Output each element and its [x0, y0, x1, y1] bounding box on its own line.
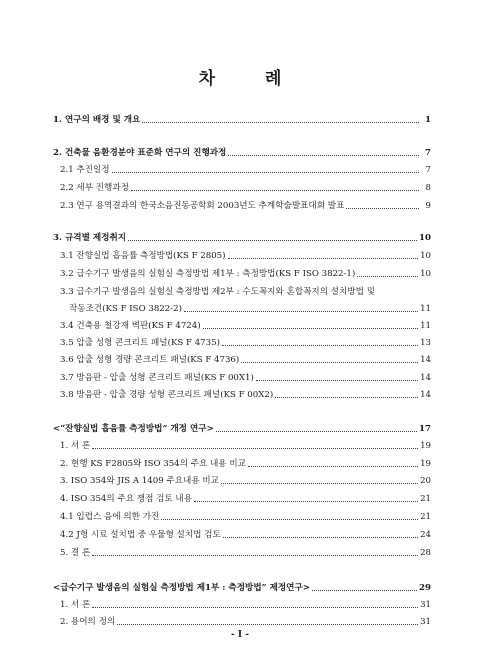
toc-entry[interactable]	[53, 597, 431, 611]
toc-entry-label: 4.2 J형 시료 설치법 중 우물형 설치법 검토	[60, 530, 221, 540]
toc-entry-page: 17	[419, 424, 431, 434]
toc-entry[interactable]	[53, 387, 431, 401]
toc-entry-label: 3.7 방음판 - 압출 성형 콘크리트 패널(KS F 00X1)	[60, 373, 254, 383]
dot-leader	[222, 344, 418, 346]
toc-entry-page: 24	[420, 530, 431, 540]
dot-leader	[184, 310, 418, 312]
dot-leader	[357, 275, 418, 277]
toc-entry[interactable]	[53, 491, 431, 505]
dot-leader	[194, 500, 418, 502]
toc-entry-page: 28	[420, 548, 431, 558]
toc-entry-label: 2. 건축물 음환경분야 표준화 연구의 진행과정	[53, 148, 227, 158]
toc-entry-page: 19	[420, 459, 431, 469]
dot-leader	[256, 379, 418, 381]
toc-entry-page: 14	[420, 390, 431, 400]
toc-entry-page: 8	[425, 183, 431, 193]
toc-entry[interactable]	[53, 318, 431, 332]
toc-entry-page: 7	[425, 148, 431, 158]
toc-entry[interactable]	[53, 180, 431, 194]
dot-leader	[92, 606, 418, 608]
toc-entry-page: 11	[420, 321, 431, 331]
toc-entry[interactable]	[53, 112, 431, 126]
toc-entry[interactable]	[53, 456, 431, 470]
toc-entry-label: 5. 결 론	[60, 548, 91, 558]
dot-leader	[248, 465, 418, 467]
toc-entry-label: 1. 연구의 배경 및 개요	[53, 115, 141, 125]
toc-entry-page: 13	[420, 338, 431, 348]
toc-entry[interactable]	[53, 580, 431, 594]
toc-entry-label: 3.6 압출 성형 경량 콘크리트 패널(KS F 4736)	[60, 355, 240, 365]
dot-leader	[223, 536, 418, 538]
toc-entry[interactable]	[53, 527, 431, 541]
dot-leader	[346, 207, 419, 209]
toc-entry[interactable]	[53, 545, 431, 559]
dot-leader	[117, 623, 418, 625]
toc-entry-label: 3.3 급수기구 발생음의 실험실 측정방법 제2부 : 수도꼭지와 혼합꼭지의 설치방법 및	[60, 287, 375, 297]
toc-entry-label: 1. 서 론	[60, 441, 91, 451]
toc-entry-page: 9	[425, 201, 431, 211]
toc-entry-page: 21	[420, 512, 431, 522]
dot-leader	[312, 589, 417, 591]
toc-entry[interactable]	[53, 421, 431, 435]
toc-entry[interactable]	[53, 248, 431, 262]
toc-entry-label: 3. 규격별 제정취지	[53, 233, 127, 243]
toc-entry-label: 3.8 방음판 - 압출 경량 성형 콘크리트 패널(KS F 00X2)	[60, 390, 274, 400]
toc-entry[interactable]	[53, 438, 431, 452]
toc-entry[interactable]	[53, 509, 431, 523]
toc-entry-page: 10	[420, 251, 431, 261]
toc-entry[interactable]	[53, 335, 431, 349]
toc-entry-label: 1. 서 론	[60, 600, 91, 610]
toc-entry[interactable]	[53, 162, 431, 176]
toc-entry-page: 31	[420, 600, 431, 610]
dot-leader	[241, 361, 418, 363]
toc-entry-page: 21	[420, 494, 431, 504]
toc-entry-label: 3.2 급수기구 발생음의 실험실 측정방법 제1부 : 측정방법(KS F ISO 3822-1)	[60, 269, 356, 279]
page-number-footer: - I -	[231, 630, 249, 640]
toc-entry-page: 10	[420, 269, 431, 279]
toc-entry-label: 3. ISO 354와 JIS A 1409 주요내용 비교	[60, 476, 219, 486]
toc-entry[interactable]	[53, 473, 431, 487]
dot-leader	[216, 430, 417, 432]
dot-leader	[142, 121, 419, 123]
dot-leader	[203, 327, 418, 329]
toc-entry-page: 14	[420, 355, 431, 365]
toc-entry-label: 2.1 추진일정	[60, 165, 110, 175]
toc-entry-page: 10	[419, 233, 431, 243]
toc-entry-label: 4. ISO 354의 주요 쟁점 검토 내용	[60, 494, 193, 504]
dot-leader	[92, 554, 418, 556]
toc-entry[interactable]	[53, 370, 431, 384]
toc-entry-label: <“잔향실법 흡음률 측정방법” 개정 연구>	[53, 424, 214, 434]
toc-entry[interactable]	[53, 284, 431, 298]
toc-entry-page: 19	[420, 441, 431, 451]
toc-entry[interactable]	[53, 614, 431, 628]
toc-entry-label: 3.5 압출 성형 콘크리트 패널(KS F 4735)	[60, 338, 220, 348]
toc-entry[interactable]	[53, 145, 431, 159]
toc-entry-label: 3.1 잔향실법 흡음률 측정방법(KS F 2805)	[60, 251, 226, 261]
dot-leader	[221, 482, 418, 484]
page-title: 차 례	[198, 69, 304, 89]
toc-entry-page: 14	[420, 373, 431, 383]
toc-entry[interactable]	[53, 230, 431, 244]
toc-entry-label: 2. 현행 KS F2805와 ISO 354의 주요 내용 비교	[60, 459, 246, 469]
dot-leader	[112, 171, 419, 173]
toc-entry-label: 4.1 입렵스 음에 의한 가진	[60, 512, 160, 522]
toc-entry-label: 2. 용어의 정의	[60, 617, 116, 627]
toc-entry-label: 2.2 세부 진행과정	[60, 183, 129, 193]
dot-leader	[161, 518, 418, 520]
toc-entry-page: 31	[420, 617, 431, 627]
toc-entry-page: 11	[420, 304, 431, 314]
toc-entry[interactable]	[53, 352, 431, 366]
dot-leader	[228, 154, 419, 156]
dot-leader	[228, 257, 419, 259]
dot-leader	[275, 396, 418, 398]
dot-leader	[131, 189, 419, 191]
toc-entry-page: 1	[425, 115, 431, 125]
dot-leader	[92, 447, 418, 449]
toc-entry[interactable]	[53, 301, 431, 315]
dot-leader	[128, 239, 417, 241]
toc-entry-page: 20	[420, 476, 431, 486]
toc-entry-label: 2.3 연구 용역결과의 한국소음진동공학회 2003년도 추계학술발표대회 발표	[60, 201, 345, 211]
toc-entry-page: 7	[425, 165, 431, 175]
toc-entry-page: 29	[419, 583, 431, 593]
toc-entry-label: <급수기구 발생음의 실험실 측정방법 제1부 : 측정방법” 제정연구>	[53, 583, 310, 593]
toc-entry-label: 작동조건(KS F ISO 3822-2)	[69, 304, 182, 314]
toc-entry[interactable]	[53, 266, 431, 280]
toc-entry-label: 3.4 건축용 철강재 벽판(KS F 4724)	[60, 321, 201, 331]
toc-entry[interactable]	[53, 198, 431, 212]
